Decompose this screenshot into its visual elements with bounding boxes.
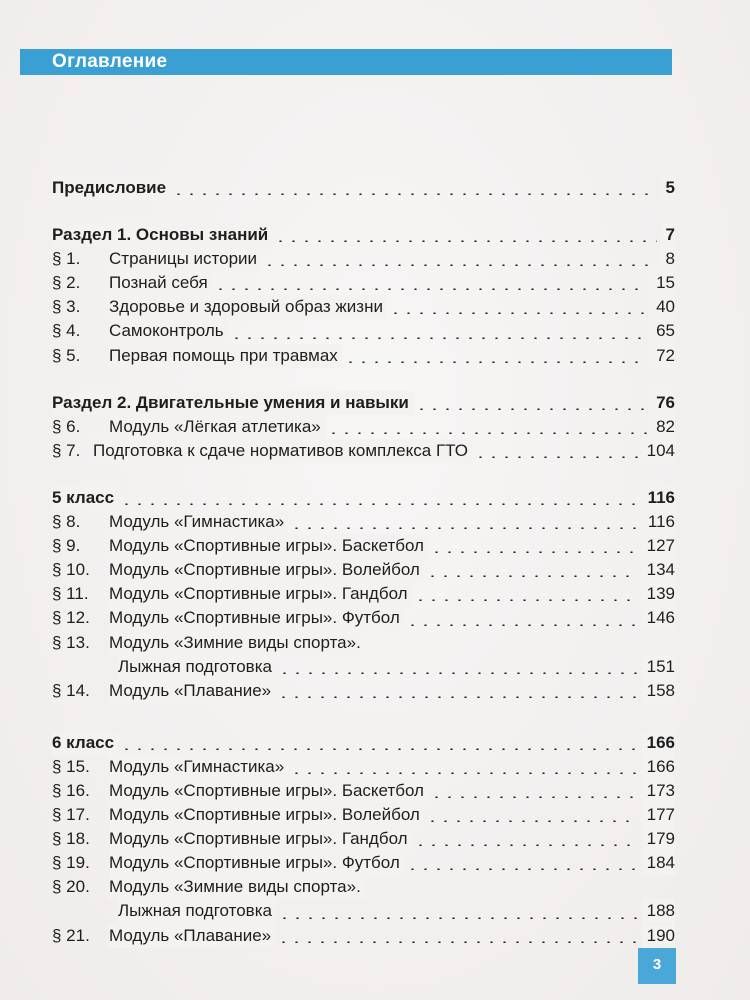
toc-entry-title: Модуль «Спортивные игры». Волейбол [109, 803, 424, 827]
toc-entry-title: Раздел 2. Двигательные умения и навыки [52, 391, 413, 415]
dot-leader [406, 868, 638, 870]
toc-entry-number: § 14. [52, 680, 90, 700]
page-number-badge [638, 948, 676, 984]
table-of-contents [52, 176, 677, 948]
toc-entry-number: § 6. [52, 416, 81, 436]
toc-entry-title: Модуль «Плавание» [109, 679, 275, 703]
toc-entry-number: § 9. [52, 536, 81, 556]
toc-entry [52, 731, 677, 755]
dot-leader [277, 941, 638, 943]
toc-entry-number: § 16. [52, 780, 90, 800]
toc-entry [52, 415, 677, 439]
dot-leader [277, 696, 638, 698]
dot-leader [230, 337, 647, 339]
toc-entry-page: 146 [642, 606, 675, 630]
toc-entry [52, 319, 677, 343]
toc-entry-title: Модуль «Спортивные игры». Баскетбол [109, 779, 428, 803]
toc-entry-page: 188 [642, 899, 675, 923]
toc-entry-page: 158 [642, 679, 675, 703]
toc-entry-title: Модуль «Лёгкая атлетика» [109, 415, 325, 439]
dot-leader [406, 624, 638, 626]
dot-leader [214, 288, 647, 290]
dot-leader [120, 748, 638, 750]
toc-entry-page: 134 [642, 558, 675, 582]
dot-leader [263, 264, 657, 266]
dot-leader [290, 527, 639, 529]
toc-entry-title: Подготовка к сдаче нормативов комплекса ГТО [93, 439, 472, 463]
toc-entry-title: Самоконтроль [109, 319, 228, 343]
toc-entry [52, 582, 677, 606]
toc-entry-page: 7 [661, 223, 675, 247]
toc-entry-page: 116 [643, 510, 675, 534]
toc-entry-number: § 21. [52, 925, 90, 945]
toc-entry [52, 606, 677, 630]
page-number: 3 [652, 956, 662, 973]
toc-entry-page: 82 [651, 415, 675, 439]
dot-leader [274, 240, 657, 242]
toc-entry-title: Модуль «Спортивные игры». Футбол [109, 851, 404, 875]
toc-entry-page: 15 [651, 271, 675, 295]
toc-entry-title: Модуль «Зимние виды спорта». [109, 875, 365, 899]
toc-entry [52, 875, 677, 899]
dot-leader [344, 361, 647, 363]
toc-entry-number: § 12. [52, 608, 90, 628]
toc-entry-title: Модуль «Спортивные игры». Волейбол [109, 558, 424, 582]
toc-entry-title: Модуль «Спортивные игры». Футбол [109, 606, 404, 630]
toc-entry-number: § 20. [52, 877, 90, 897]
toc-entry [52, 655, 677, 679]
toc-entry [52, 631, 677, 655]
toc-entry-number: § 7. [52, 440, 81, 460]
toc-entry-page: 151 [642, 655, 675, 679]
toc-entry-number: § 1. [52, 249, 81, 269]
toc-entry [52, 486, 677, 510]
toc-entry-page: 177 [642, 803, 675, 827]
toc-entry-number: § 3. [52, 297, 81, 317]
toc-entry-title: Модуль «Гимнастика» [109, 510, 288, 534]
dot-leader [278, 917, 638, 919]
toc-entry [52, 679, 677, 703]
toc-entry [52, 803, 677, 827]
toc-entry [52, 755, 677, 779]
dot-leader [327, 432, 647, 434]
toc-entry-page: 190 [642, 924, 675, 948]
toc-entry-number: § 17. [52, 805, 90, 825]
toc-entry-title: Модуль «Гимнастика» [109, 755, 288, 779]
toc-entry-title: 6 класс [52, 731, 118, 755]
toc-entry-page: 104 [642, 439, 675, 463]
toc-entry [52, 439, 677, 463]
toc-entry-number: § 18. [52, 829, 90, 849]
toc-entry-title: Познай себя [109, 271, 212, 295]
toc-entry-page: 65 [651, 319, 675, 343]
toc-entry-page: 8 [661, 247, 675, 271]
toc-entry-title: Страницы истории [109, 247, 261, 271]
toc-entry [52, 271, 677, 295]
dot-leader [414, 844, 638, 846]
toc-entry-page: 72 [651, 344, 675, 368]
toc-entry-title: Модуль «Спортивные игры». Баскетбол [109, 534, 428, 558]
toc-entry [52, 510, 677, 534]
toc-entry-title: Модуль «Зимние виды спорта». [109, 631, 365, 655]
toc-entry-title: Раздел 1. Основы знаний [52, 223, 272, 247]
toc-entry-page: 40 [651, 295, 675, 319]
toc-entry-page: 139 [642, 582, 675, 606]
toc-entry [52, 899, 677, 923]
toc-entry-title: Первая помощь при травмах [109, 344, 342, 368]
toc-entry-number: § 2. [52, 273, 81, 293]
dot-leader [389, 312, 647, 314]
toc-entry [52, 176, 677, 200]
toc-entry [52, 827, 677, 851]
toc-entry-title: Модуль «Спортивные игры». Гандбол [109, 582, 412, 606]
toc-entry [52, 534, 677, 558]
toc-entry [52, 851, 677, 875]
toc-entry-page: 184 [642, 851, 675, 875]
page-title: Оглавление [52, 51, 168, 72]
toc-entry-page: 127 [642, 534, 675, 558]
toc-entry-title: Здоровье и здоровый образ жизни [109, 295, 387, 319]
dot-leader [120, 503, 639, 505]
toc-entry-number: § 4. [52, 321, 81, 341]
toc-entry-page: 116 [643, 486, 675, 510]
dot-leader [430, 796, 638, 798]
toc-entry [52, 223, 677, 247]
toc-entry-number: § 15. [52, 756, 90, 776]
dot-leader [426, 820, 638, 822]
toc-entry-number: § 5. [52, 345, 81, 365]
dot-leader [172, 193, 657, 195]
dot-leader [290, 772, 638, 774]
toc-entry-page: 76 [651, 391, 675, 415]
header-bar [20, 49, 672, 75]
toc-entry-number: § 13. [52, 632, 90, 652]
dot-leader [430, 551, 638, 553]
toc-entry-page: 173 [642, 779, 675, 803]
toc-entry-page: 179 [642, 827, 675, 851]
dot-leader [415, 408, 647, 410]
toc-entry [52, 247, 677, 271]
toc-entry-title: Предисловие [52, 176, 170, 200]
toc-entry-page: 5 [661, 176, 675, 200]
toc-entry-number: § 10. [52, 560, 90, 580]
dot-leader [414, 599, 638, 601]
toc-entry-title: Модуль «Спортивные игры». Гандбол [109, 827, 412, 851]
toc-entry [52, 391, 677, 415]
toc-entry-title: Лыжная подготовка [118, 655, 276, 679]
toc-entry [52, 558, 677, 582]
toc-entry-page: 166 [642, 731, 675, 755]
toc-entry-number: § 11. [52, 584, 89, 604]
toc-entry-title: Модуль «Плавание» [109, 924, 275, 948]
dot-leader [278, 672, 638, 674]
toc-entry-title: 5 класс [52, 486, 118, 510]
toc-entry-page: 166 [642, 755, 675, 779]
dot-leader [474, 456, 638, 458]
toc-entry [52, 779, 677, 803]
toc-entry-title: Лыжная подготовка [118, 899, 276, 923]
dot-leader [426, 575, 638, 577]
toc-entry-number: § 8. [52, 512, 81, 532]
toc-entry [52, 344, 677, 368]
toc-entry [52, 295, 677, 319]
toc-entry [52, 924, 677, 948]
toc-entry-number: § 19. [52, 853, 90, 873]
